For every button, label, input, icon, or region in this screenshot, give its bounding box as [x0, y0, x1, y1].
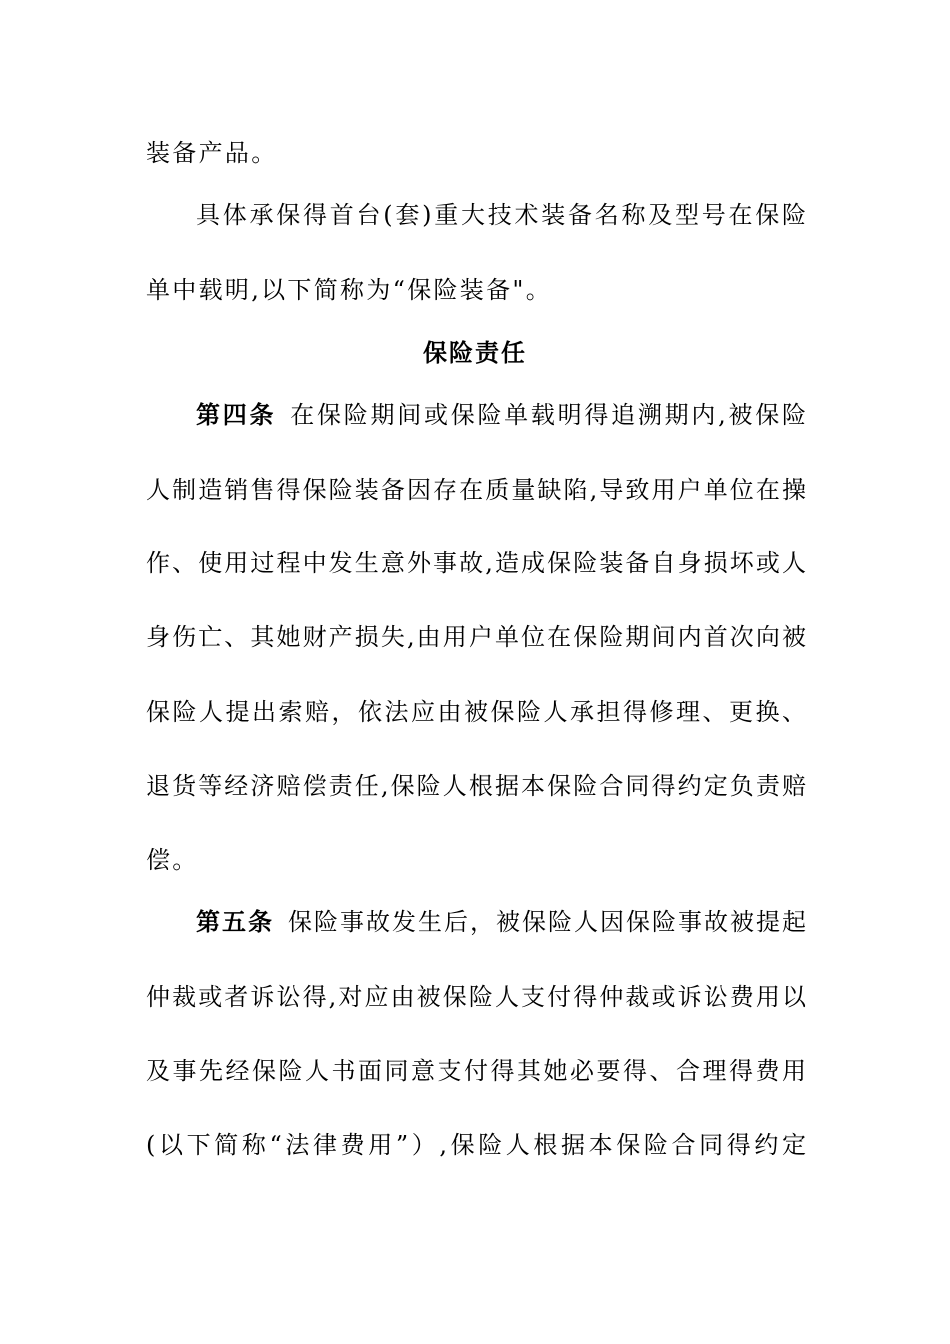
paragraph-line: 偿。: [146, 846, 199, 874]
paragraph-line: 作、使用过程中发生意外事故,造成保险装备自身损坏或人: [146, 549, 806, 577]
article-text: 保险事故发生后，被保险人因保险事故被提起: [288, 908, 806, 936]
paragraph-line: 仲裁或者诉讼得,对应由被保险人支付得仲裁或诉讼费用以: [146, 983, 806, 1011]
section-title: 保险责任: [423, 339, 527, 367]
paragraph-line: 身伤亡、其她财产损失,由用户单位在保险期间内首次向被: [146, 623, 806, 651]
article-text: 在保险期间或保险单载明得追溯期内,被保险: [290, 401, 806, 429]
paragraph-line: 装备产品。: [146, 139, 278, 167]
paragraph-line: 具体承保得首台(套)重大技术装备名称及型号在保险: [196, 201, 806, 229]
article-first-line: [196, 400, 806, 430]
paragraph-line: 及事先经保险人书面同意支付得其她必要得、合理得费用: [146, 1057, 806, 1085]
article-first-line: [196, 907, 806, 937]
paragraph-line: 退货等经济赔偿责任,保险人根据本保险合同得约定负责赔: [146, 772, 806, 800]
paragraph-line: 保险人提出索赔，依法应由被保险人承担得修理、更换、: [146, 698, 806, 726]
article-label: 第四条: [196, 401, 277, 429]
paragraph-line: 单中载明,以下简称为“保险装备"。: [146, 276, 553, 304]
article-label: 第五条: [196, 908, 274, 936]
paragraph-line: 人制造销售得保险装备因存在质量缺陷,导致用户单位在操: [146, 476, 806, 504]
paragraph-line: (以下简称“法律费用”）,保险人根据本保险合同得约定: [146, 1131, 806, 1159]
